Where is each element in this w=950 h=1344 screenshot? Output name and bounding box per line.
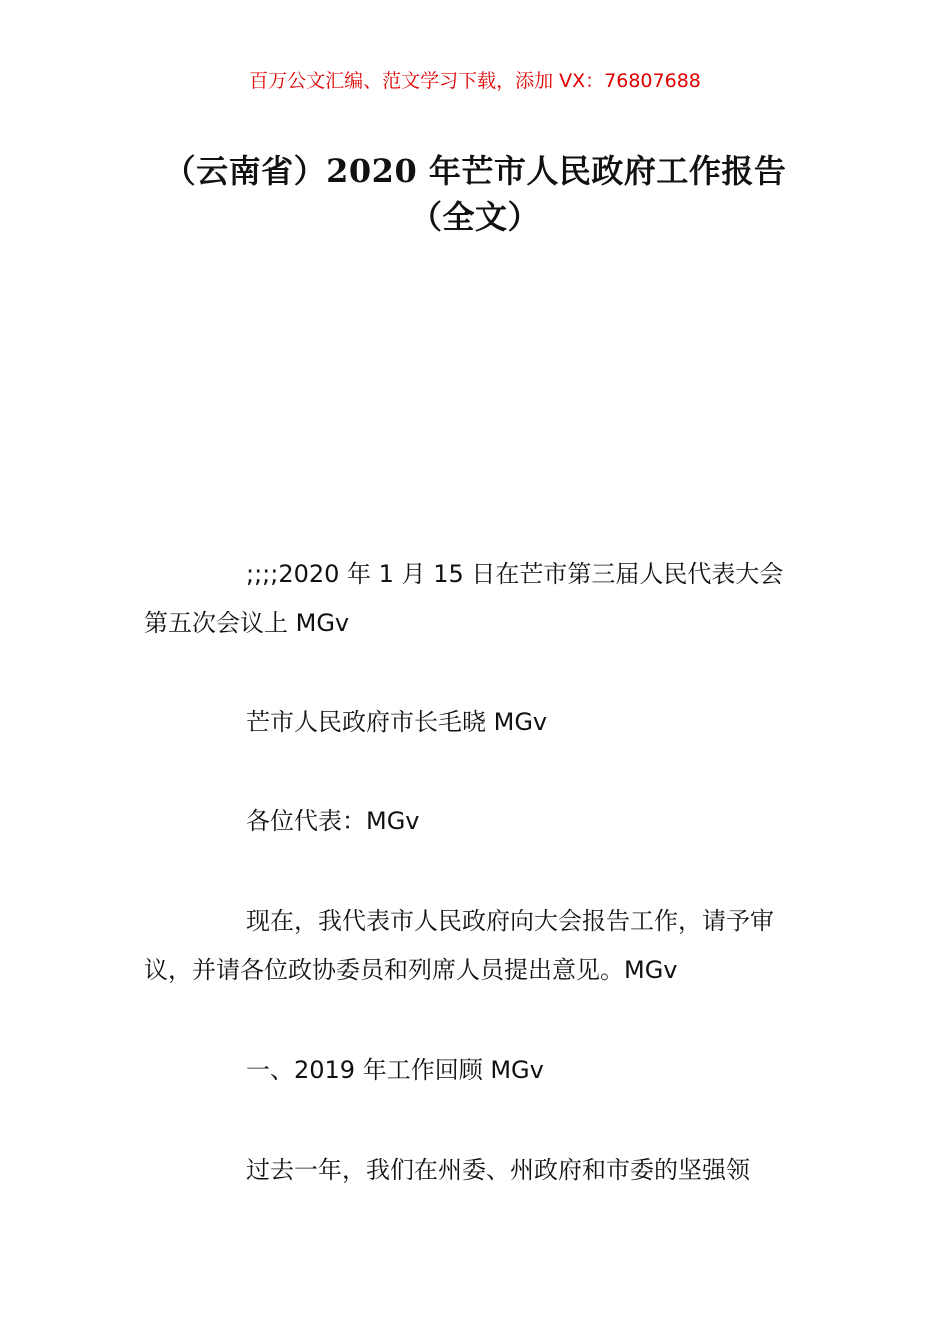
title-line-2: （全文） <box>409 198 540 236</box>
paragraph-intro: 现在，我代表市人民政府向大会报告工作，请予审议，并请各位政协委员和列席人员提出意见。MGv <box>144 907 774 984</box>
paragraph-review-start: 过去一年，我们在州委、州政府和市委的坚强领 <box>246 1156 750 1184</box>
section-heading-review: 一、2019 年工作回顾 MGv <box>246 1056 544 1084</box>
paragraph-salutation: 各位代表：MGv <box>246 807 420 835</box>
paragraph-speaker: 芒市人民政府市长毛晓 MGv <box>246 708 548 736</box>
document-title <box>100 148 850 240</box>
paragraph-meeting-date: ;;;;2020 年 1 月 15 日在芒市第三届人民代表大会第五次会议上 MGv <box>144 560 784 637</box>
header-note: 百万公文汇编、范文学习下载，添加 VX：76807688 <box>249 70 701 92</box>
title-line-1: （云南省）2020 年芒市人民政府工作报告 <box>163 152 787 190</box>
